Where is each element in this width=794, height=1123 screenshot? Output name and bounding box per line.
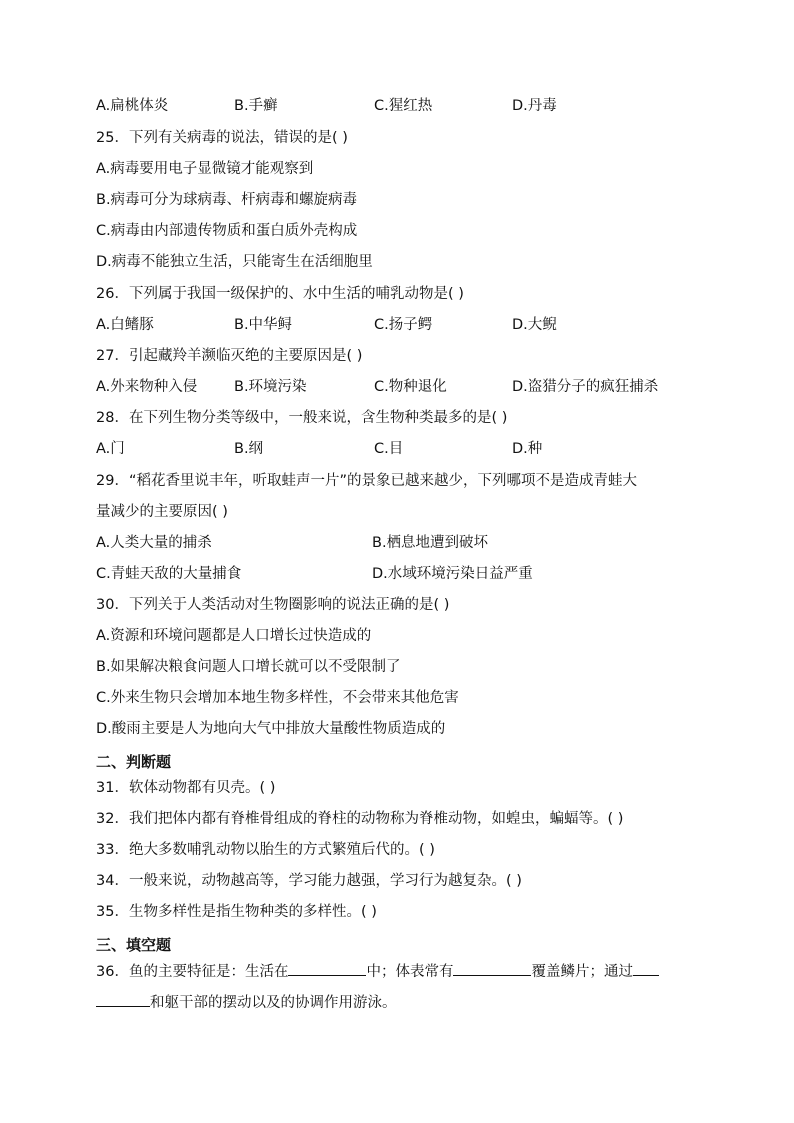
q36-blank-1[interactable] [288,961,366,976]
q28-option-b: B.纲 [234,441,264,457]
q34: 34．一般来说，动物越高等，学习能力越强，学习行为越复杂。( ) [96,873,522,889]
q36-line2 [96,992,700,1013]
q25-option-b: B.病毒可分为球病毒、杆病毒和螺旋病毒 [96,192,358,208]
q29-option-a: A.人类大量的捕杀 [96,535,212,551]
q35: 35．生物多样性是指生物种类的多样性。( ) [96,904,377,920]
q28-options [96,439,700,459]
q26-option-b: B.中华鲟 [234,317,293,333]
q26-option-c: C.扬子鳄 [374,317,433,333]
q30-option-c: C.外来生物只会增加本地生物多样性，不会带来其他危害 [96,690,459,706]
q24-options [96,96,700,116]
q29-stem-line1: 29．“稻花香里说丰年，听取蛙声一片”的景象已越来越少，下列哪项不是造成青蛙大 [96,473,637,489]
q27-option-d: D.盗猎分子的疯狂捕杀 [512,379,659,395]
q27-option-c: C.物种退化 [374,379,447,395]
q28-option-d: D.种 [512,441,543,457]
q30-option-a: A.资源和环境问题都是人口增长过快造成的 [96,628,372,644]
q29-option-b: B.栖息地遭到破坏 [372,535,489,551]
q30-stem: 30．下列关于人类活动对生物圈影响的说法正确的是( ) [96,597,450,613]
section-true-false-title: 二、判断题 [96,753,172,771]
q27-option-a: A.外来物种入侵 [96,379,198,395]
q36-part2: 中；体表常有 [366,964,454,980]
q28-option-c: C.目 [374,441,404,457]
q36-blank-2[interactable] [453,961,531,976]
q27-stem: 27．引起藏羚羊濒临灭绝的主要原因是( ) [96,348,363,364]
q26-option-d: D.大鲵 [512,317,557,333]
q27-options [96,377,700,397]
q25-option-d: D.病毒不能独立生活，只能寄生在活细胞里 [96,254,373,270]
q36-line1 [96,961,700,982]
q25-stem: 25．下列有关病毒的说法，错误的是( ) [96,130,348,146]
q36-part3: 覆盖鳞片；通过 [531,964,633,980]
q33: 33．绝大多数哺乳动物以胎生的方式繁殖后代的。( ) [96,842,435,858]
q26-stem: 26．下列属于我国一级保护的、水中生活的哺乳动物是( ) [96,286,464,302]
q36-blank-3a[interactable] [633,961,659,976]
q29-option-d: D.水域环境污染日益严重 [372,566,533,582]
q28-stem: 28．在下列生物分类等级中，一般来说，含生物种类最多的是( ) [96,410,508,426]
q29-options-row2 [96,564,700,584]
section-fill-blank-title: 三、填空题 [96,936,172,954]
q24-option-a: A.扁桃体炎 [96,98,169,114]
q29-option-c: C.青蛙天敌的大量捕食 [96,566,242,582]
q36-part1: 36．鱼的主要特征是：生活在 [96,964,289,980]
q30-option-b: B.如果解决粮食问题人口增长就可以不受限制了 [96,659,401,675]
q24-option-c: C.猩红热 [374,98,433,114]
q25-option-a: A.病毒要用电子显微镜才能观察到 [96,161,314,177]
q29-stem-line2: 量减少的主要原因( ) [96,504,228,520]
q36-blank-3b[interactable] [96,992,150,1007]
q28-option-a: A.门 [96,441,125,457]
q24-option-d: D.丹毒 [512,98,557,114]
q31: 31．软体动物都有贝壳。( ) [96,780,276,796]
q29-options-row1 [96,533,700,553]
q25-option-c: C.病毒由内部遗传物质和蛋白质外壳构成 [96,223,358,239]
q30-option-d: D.酸雨主要是人为地向大气中排放大量酸性物质造成的 [96,721,446,737]
q26-options [96,315,700,335]
q32: 32．我们把体内都有脊椎骨组成的脊柱的动物称为脊椎动物，如蝗虫，蝙蝠等。( ) [96,811,624,827]
q24-option-b: B.手癣 [234,98,278,114]
q36-part4: 和躯干部的摆动以及的协调作用游泳。 [150,995,397,1011]
q26-option-a: A.白鳍豚 [96,317,154,333]
q27-option-b: B.环境污染 [234,379,307,395]
